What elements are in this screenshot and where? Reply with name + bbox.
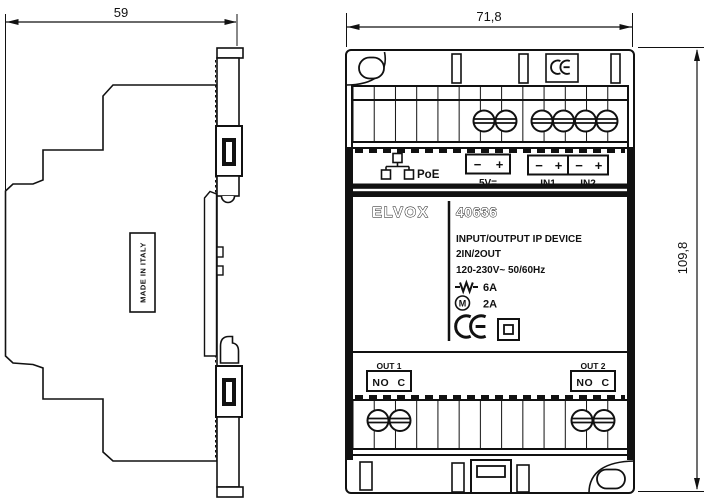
model-number: 40636 [456, 204, 498, 220]
dimension-width-71-8 [347, 9, 633, 47]
front-view [346, 9, 704, 493]
dim-depth-value: 59 [113, 5, 129, 20]
dim-arrow-right [225, 19, 237, 25]
dim-height-value: 109,8 [675, 241, 690, 275]
plus-symbol: + [594, 158, 603, 173]
terminal-screw[interactable] [597, 111, 618, 132]
separator-band-gap [353, 189, 627, 191]
plus-symbol: + [554, 158, 563, 173]
din-clip-lower [216, 366, 242, 417]
top-tab [611, 54, 620, 83]
din-release-hook [221, 337, 239, 364]
terminal-screw[interactable] [575, 111, 596, 132]
nameplate-line1: INPUT/OUTPUT IP DEVICE [456, 234, 582, 245]
terminal-screw[interactable] [390, 410, 411, 431]
made-in-italy-label [130, 233, 155, 312]
dim-width-value: 71,8 [476, 9, 502, 24]
poe-label: PoE [417, 169, 440, 181]
latch-round-tab [222, 196, 235, 203]
motor-circled-m-icon [456, 296, 470, 310]
minus-symbol: − [473, 157, 482, 172]
side-body-outline [6, 85, 218, 461]
bottom-tab [360, 462, 372, 490]
terminal-screw[interactable] [594, 410, 615, 431]
svg-text:M: M [458, 298, 467, 309]
output2-contacts: NO C [576, 377, 610, 389]
terminal-screw[interactable] [532, 111, 553, 132]
din-clip-upper [216, 126, 242, 176]
terminal-screw[interactable] [553, 111, 574, 132]
nameplate-line3: 120-230V~ 50/60Hz [456, 265, 546, 276]
dim-arrow-left [7, 19, 19, 25]
output1-label: OUT 1 [376, 361, 402, 371]
motor-load-rating: 2A [483, 298, 498, 311]
terminal-screw[interactable] [496, 111, 517, 132]
made-in-italy-text: MADE IN ITALY [138, 242, 148, 303]
bottom-terminal-block [352, 400, 628, 455]
top-tab [519, 54, 528, 83]
top-tab [452, 54, 461, 83]
bottom-tab [452, 463, 464, 492]
rear-panel-edge [205, 192, 217, 357]
resistive-load-rating: 6A [483, 282, 498, 294]
minus-symbol: − [575, 158, 583, 173]
output2-label: OUT 2 [580, 361, 606, 371]
dim-arrow-up [694, 49, 700, 61]
side-nub [217, 247, 223, 257]
minus-symbol: − [535, 158, 543, 173]
side-view [6, 5, 244, 497]
brand-logo: ELVOX [372, 204, 430, 221]
side-nub [217, 266, 223, 275]
dimension-height-109-8 [638, 48, 704, 492]
top-mounting-hole [359, 58, 384, 79]
output1-contacts: NO C [372, 377, 406, 389]
din-rail-clip[interactable] [471, 460, 511, 493]
terminal-screw[interactable] [572, 410, 593, 431]
top-terminal-block [352, 86, 628, 148]
plus-symbol: + [495, 157, 504, 172]
terminal-screw[interactable] [368, 410, 389, 431]
ce-mark-top [546, 54, 578, 82]
dim-arrow-right [620, 24, 632, 30]
nameplate [352, 196, 628, 352]
nameplate-line2: 2IN/2OUT [456, 249, 502, 260]
bottom-mounting-hole [597, 470, 625, 489]
terminal-screw[interactable] [474, 111, 495, 132]
bottom-tab [517, 465, 529, 492]
dim-arrow-down [694, 478, 700, 490]
dim-arrow-left [348, 24, 360, 30]
